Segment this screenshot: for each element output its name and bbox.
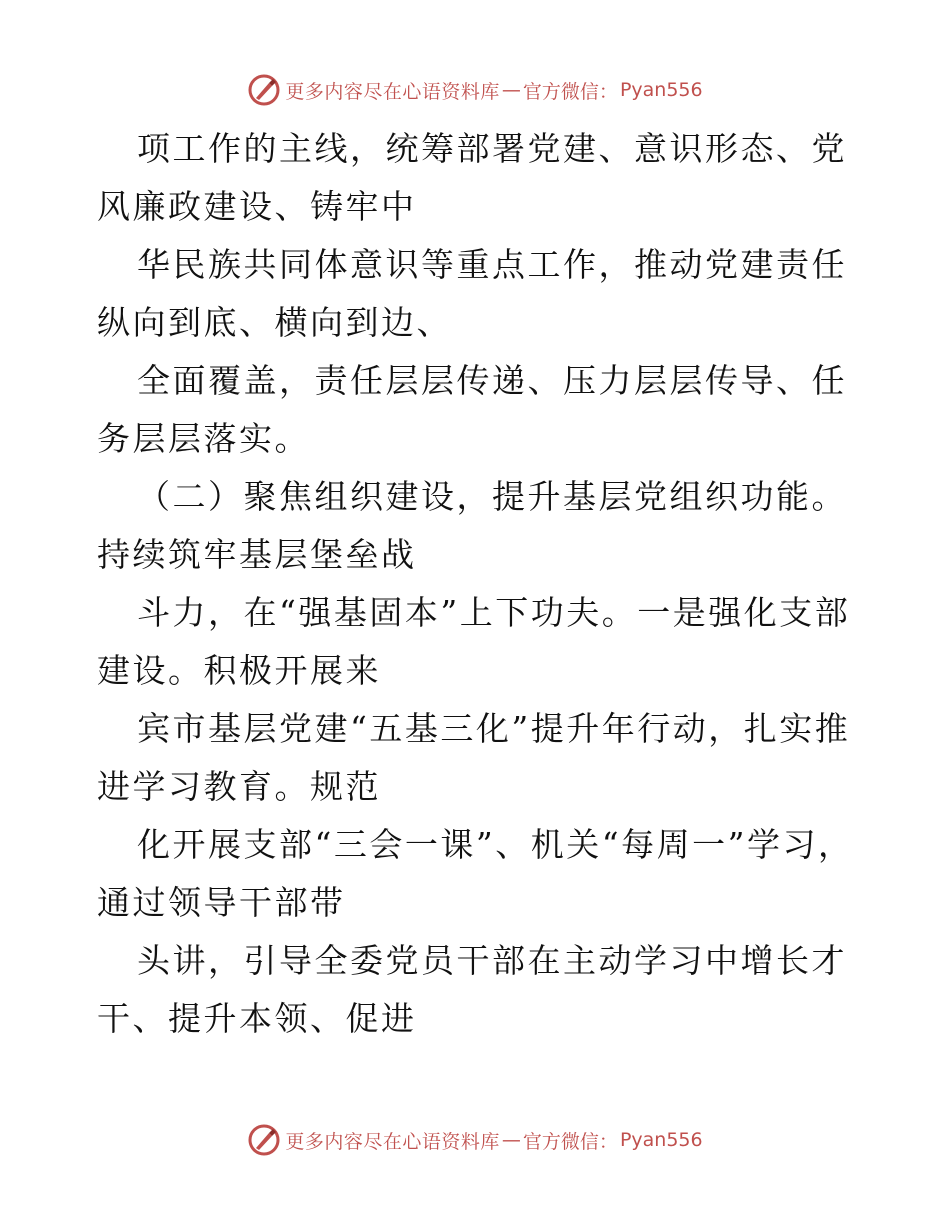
paragraph: 华民族共同体意识等重点工作，推动党建责任纵向到底、横向到边、	[97, 245, 847, 342]
pen-logo-icon	[247, 1123, 281, 1157]
watermark-separator: —	[501, 79, 521, 101]
watermark-text: 更多内容尽在心语资料库	[285, 1130, 500, 1153]
paragraph: 头讲，引导全委党员干部在主动学习中增长才干、提升本领、促进	[97, 941, 847, 1038]
watermark-separator: —	[501, 1129, 521, 1151]
paragraph: 全面覆盖，责任层层传递、压力层层传导、任务层层落实。	[97, 361, 847, 458]
pen-logo-icon	[247, 73, 281, 107]
watermark-wechat-label: 官方微信：	[522, 1130, 618, 1153]
document-body	[97, 120, 857, 1048]
footer-watermark	[0, 1120, 950, 1160]
paragraph: 项工作的主线，统筹部署党建、意识形态、党风廉政建设、铸牢中	[97, 129, 847, 226]
paragraph: 化开展支部“三会一课”、机关“每周一”学习，通过领导干部带	[97, 825, 854, 922]
watermark-wechat-id: Pyan556	[619, 79, 703, 101]
paragraph: （二）聚焦组织建设，提升基层党组织功能。持续筑牢基层堡垒战	[97, 477, 847, 574]
watermark-wechat-label: 官方微信：	[522, 80, 618, 103]
header-watermark	[0, 70, 950, 110]
watermark-text: 更多内容尽在心语资料库	[285, 80, 500, 103]
paragraph: 斗力，在“强基固本”上下功夫。一是强化支部建设。积极开展来	[97, 593, 851, 690]
watermark-wechat-id: Pyan556	[619, 1129, 703, 1151]
paragraph: 宾市基层党建“五基三化”提升年行动，扎实推进学习教育。规范	[97, 709, 851, 806]
